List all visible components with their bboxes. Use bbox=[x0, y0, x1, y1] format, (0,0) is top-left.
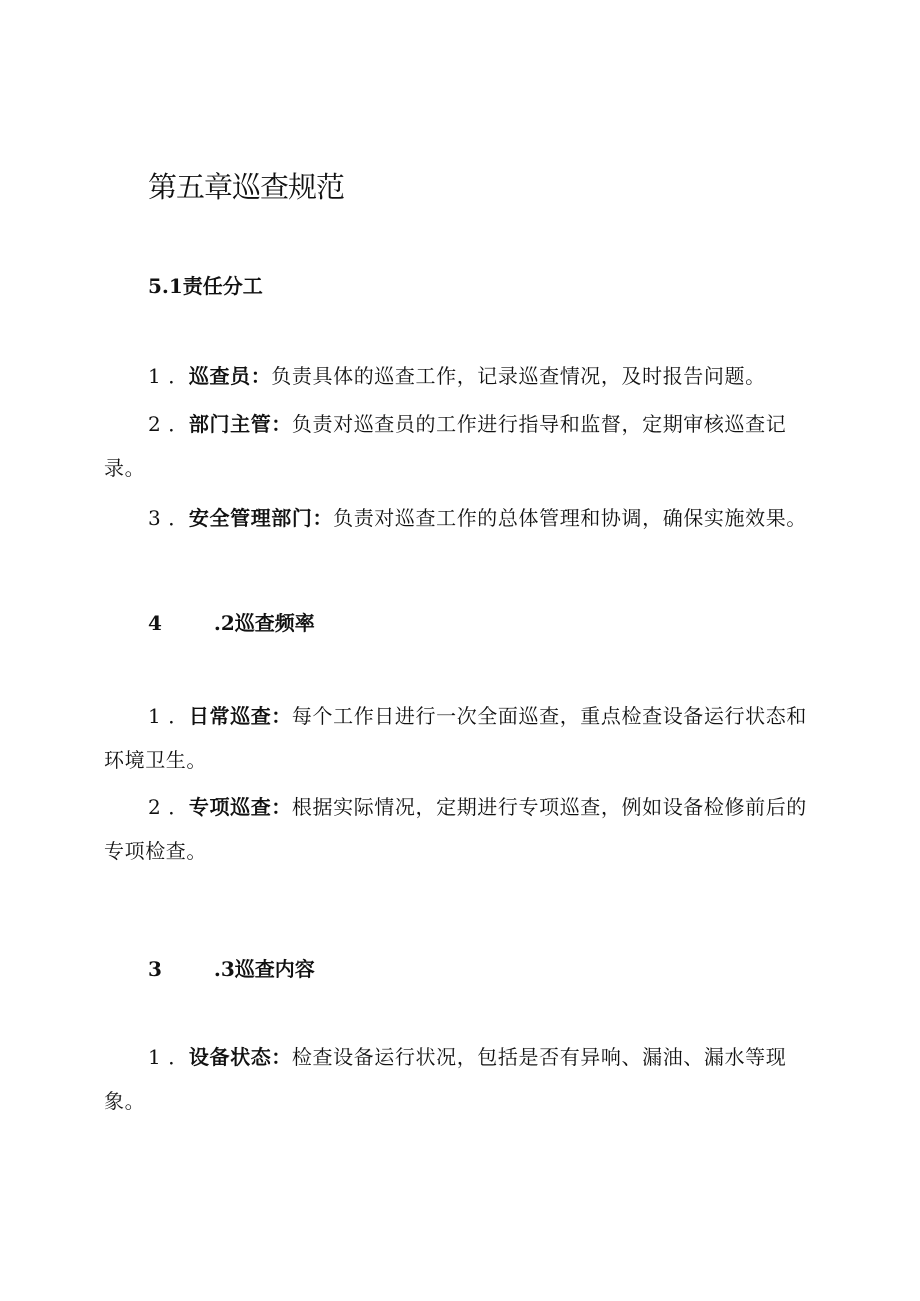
item-dot: ． bbox=[161, 795, 189, 819]
section-heading-frequency bbox=[148, 607, 315, 636]
section-heading-content bbox=[148, 953, 315, 982]
item-dot: ． bbox=[161, 412, 189, 436]
list-item bbox=[104, 402, 820, 490]
item-term: 设备状态： bbox=[188, 1045, 292, 1069]
list-item bbox=[104, 785, 820, 873]
section-title: 责任分工 bbox=[182, 274, 263, 298]
item-term: 巡查员： bbox=[188, 364, 272, 388]
list-item bbox=[104, 1035, 820, 1123]
section-number: 4 bbox=[148, 611, 162, 635]
chapter-title: 第五章巡查规范 bbox=[148, 170, 345, 204]
item-dot: ． bbox=[161, 506, 189, 530]
list-item bbox=[104, 496, 820, 540]
item-text: 每个工作日进行一次全面巡查，重点检查设备运行状态和环境卫生。 bbox=[104, 704, 807, 772]
item-dot: ． bbox=[161, 704, 189, 728]
item-text: 检查设备运行状况，包括是否有异响、漏油、漏水等现象。 bbox=[104, 1045, 787, 1113]
item-term: 安全管理部门： bbox=[188, 506, 334, 530]
section-number: 3 bbox=[148, 957, 162, 981]
list-item bbox=[104, 354, 820, 398]
item-term: 部门主管： bbox=[188, 412, 292, 436]
section-heading-responsibilities bbox=[148, 270, 263, 299]
section-number: 5.1 bbox=[148, 274, 183, 298]
item-index: 1 bbox=[148, 1045, 162, 1069]
item-dot: ． bbox=[161, 1045, 189, 1069]
item-term: 日常巡查： bbox=[188, 704, 292, 728]
item-text: 负责具体的巡查工作，记录巡查情况，及时报告问题。 bbox=[271, 364, 766, 388]
item-dot: ． bbox=[161, 364, 189, 388]
item-index: 2 bbox=[148, 795, 162, 819]
item-text: 负责对巡查员的工作进行指导和监督，定期审核巡查记录。 bbox=[104, 412, 787, 480]
item-text: 负责对巡查工作的总体管理和协调，确保实施效果。 bbox=[333, 506, 807, 530]
section-title: .2巡查频率 bbox=[213, 611, 315, 635]
list-item bbox=[104, 694, 820, 782]
item-term: 专项巡查： bbox=[188, 795, 292, 819]
item-text: 根据实际情况，定期进行专项巡查，例如设备检修前后的专项检查。 bbox=[104, 795, 807, 863]
item-index: 2 bbox=[148, 412, 162, 436]
item-index: 1 bbox=[148, 704, 162, 728]
section-title: .3巡查内容 bbox=[213, 957, 315, 981]
item-index: 1 bbox=[148, 364, 162, 388]
item-index: 3 bbox=[148, 506, 162, 530]
